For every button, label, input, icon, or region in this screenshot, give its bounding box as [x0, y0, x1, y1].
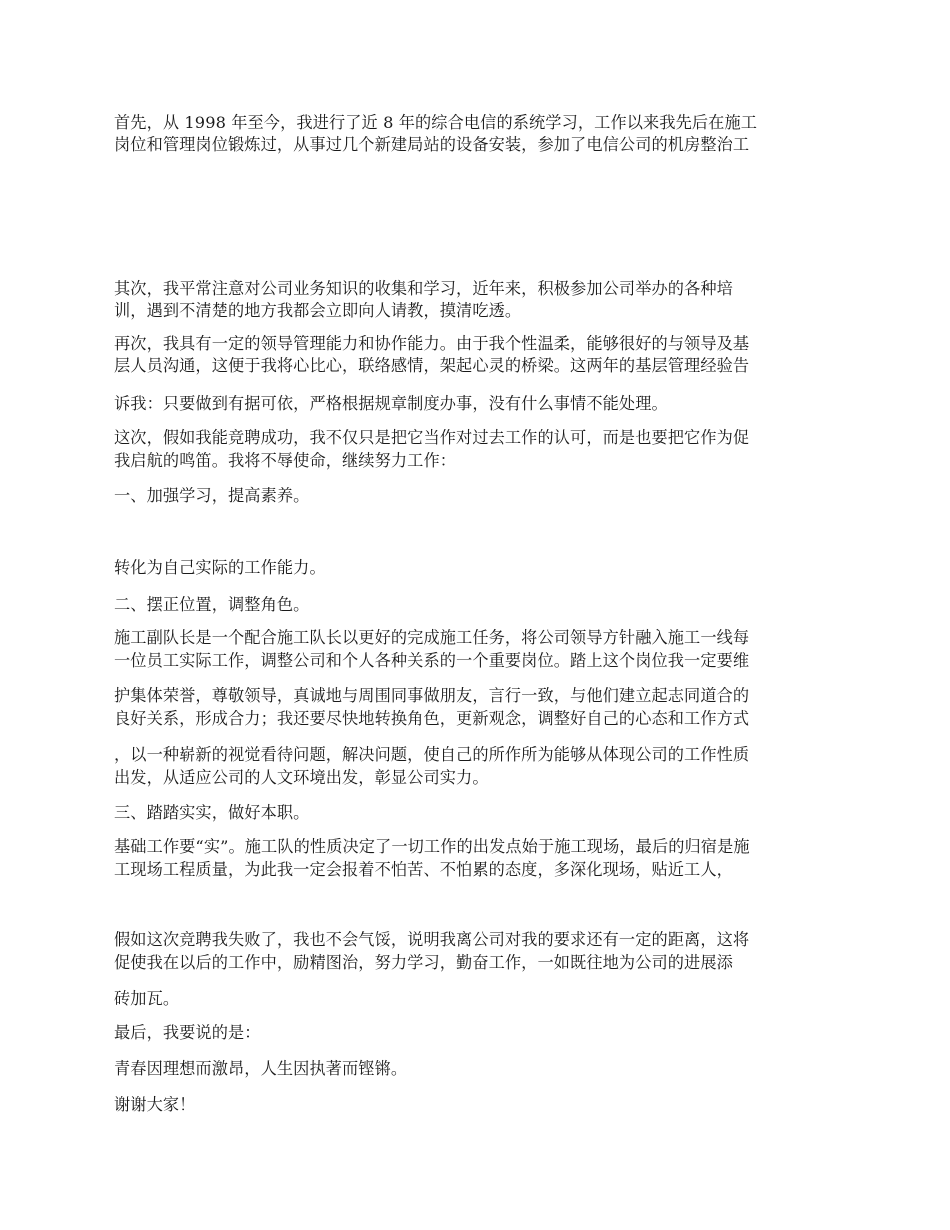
text-line: 其次，我平常注意对公司业务知识的收集和学习，近年来，积极参加公司举办的各种培: [114, 279, 733, 298]
text-line: 基础工作要“实”。施工队的性质决定了一切工作的出发点始于施工现场，最后的归宿是施: [114, 837, 750, 856]
text-line: 护集体荣誉，尊敬领导，真诚地与周围同事做朋友，言行一致，与他们建立起志同道合的: [114, 686, 750, 705]
text-line: 这次，假如我能竞聘成功，我不仅只是把它当作对过去工作的认可，而是也要把它作为促: [114, 428, 750, 447]
text-line: 良好关系，形成合力；我还要尽快地转换角色，更新观念，调整好自己的心态和工作方式: [114, 709, 750, 728]
text-line: 出发，从适应公司的人文环境出发，彰显公司实力。: [114, 768, 489, 787]
text-line: 我启航的鸣笛。我将不辱使命，继续努力工作：: [114, 451, 457, 470]
text-line: 层人员沟通，这便于我将心比心，联络感情，架起心灵的桥梁。这两年的基层管理经验告: [114, 356, 750, 375]
section-heading: 一、加强学习，提高素养。: [114, 486, 310, 505]
text-line: 假如这次竞聘我失败了，我也不会气馁，说明我离公司对我的要求还有一定的距离，这将: [114, 930, 750, 949]
text-line: 转化为自己实际的工作能力。: [114, 558, 326, 577]
closing-line: 谢谢大家！: [114, 1095, 196, 1114]
section-heading: 三、踏踏实实，做好本职。: [114, 803, 310, 822]
section-heading: 二、摆正位置，调整角色。: [114, 595, 310, 614]
text-line: 砖加瓦。: [114, 989, 180, 1008]
text-line: 再次，我具有一定的领导管理能力和协作能力。由于我个性温柔，能够很好的与领导及基: [114, 334, 750, 353]
text-line: 促使我在以后的工作中，励精图治，努力学习，勤奋工作，一如既往地为公司的进展添: [114, 953, 733, 972]
text-line: 训，遇到不清楚的地方我都会立即向人请教，摸清吃透。: [114, 301, 522, 320]
text-line: 青春因理想而激昂，人生因执著而铿锵。: [114, 1059, 408, 1078]
text-line: 诉我：只要做到有据可依，严格根据规章制度办事，没有什么事情不能处理。: [114, 394, 668, 413]
text-line: 岗位和管理岗位锻炼过，从事过几个新建局站的设备安装，参加了电信公司的机房整治工: [114, 135, 750, 154]
text-line: 一位员工实际工作，调整公司和个人各种关系的一个重要岗位。踏上这个岗位我一定要维: [114, 651, 750, 670]
text-line: 首先，从 1998 年至今，我进行了近 8 年的综合电信的系统学习，工作以来我先后在施工: [114, 113, 758, 132]
text-line: 工现场工程质量，为此我一定会报着不怕苦、不怕累的态度，多深化现场，贴近工人，: [114, 860, 733, 879]
text-line: 施工副队长是一个配合施工队长以更好的完成施工任务，将公司领导方针融入施工一线每: [114, 628, 750, 647]
text-line: 最后，我要说的是：: [114, 1023, 261, 1042]
text-line: ，以一种崭新的视觉看待问题，解决问题，使自己的所作所为能够从体现公司的工作性质: [114, 745, 750, 764]
